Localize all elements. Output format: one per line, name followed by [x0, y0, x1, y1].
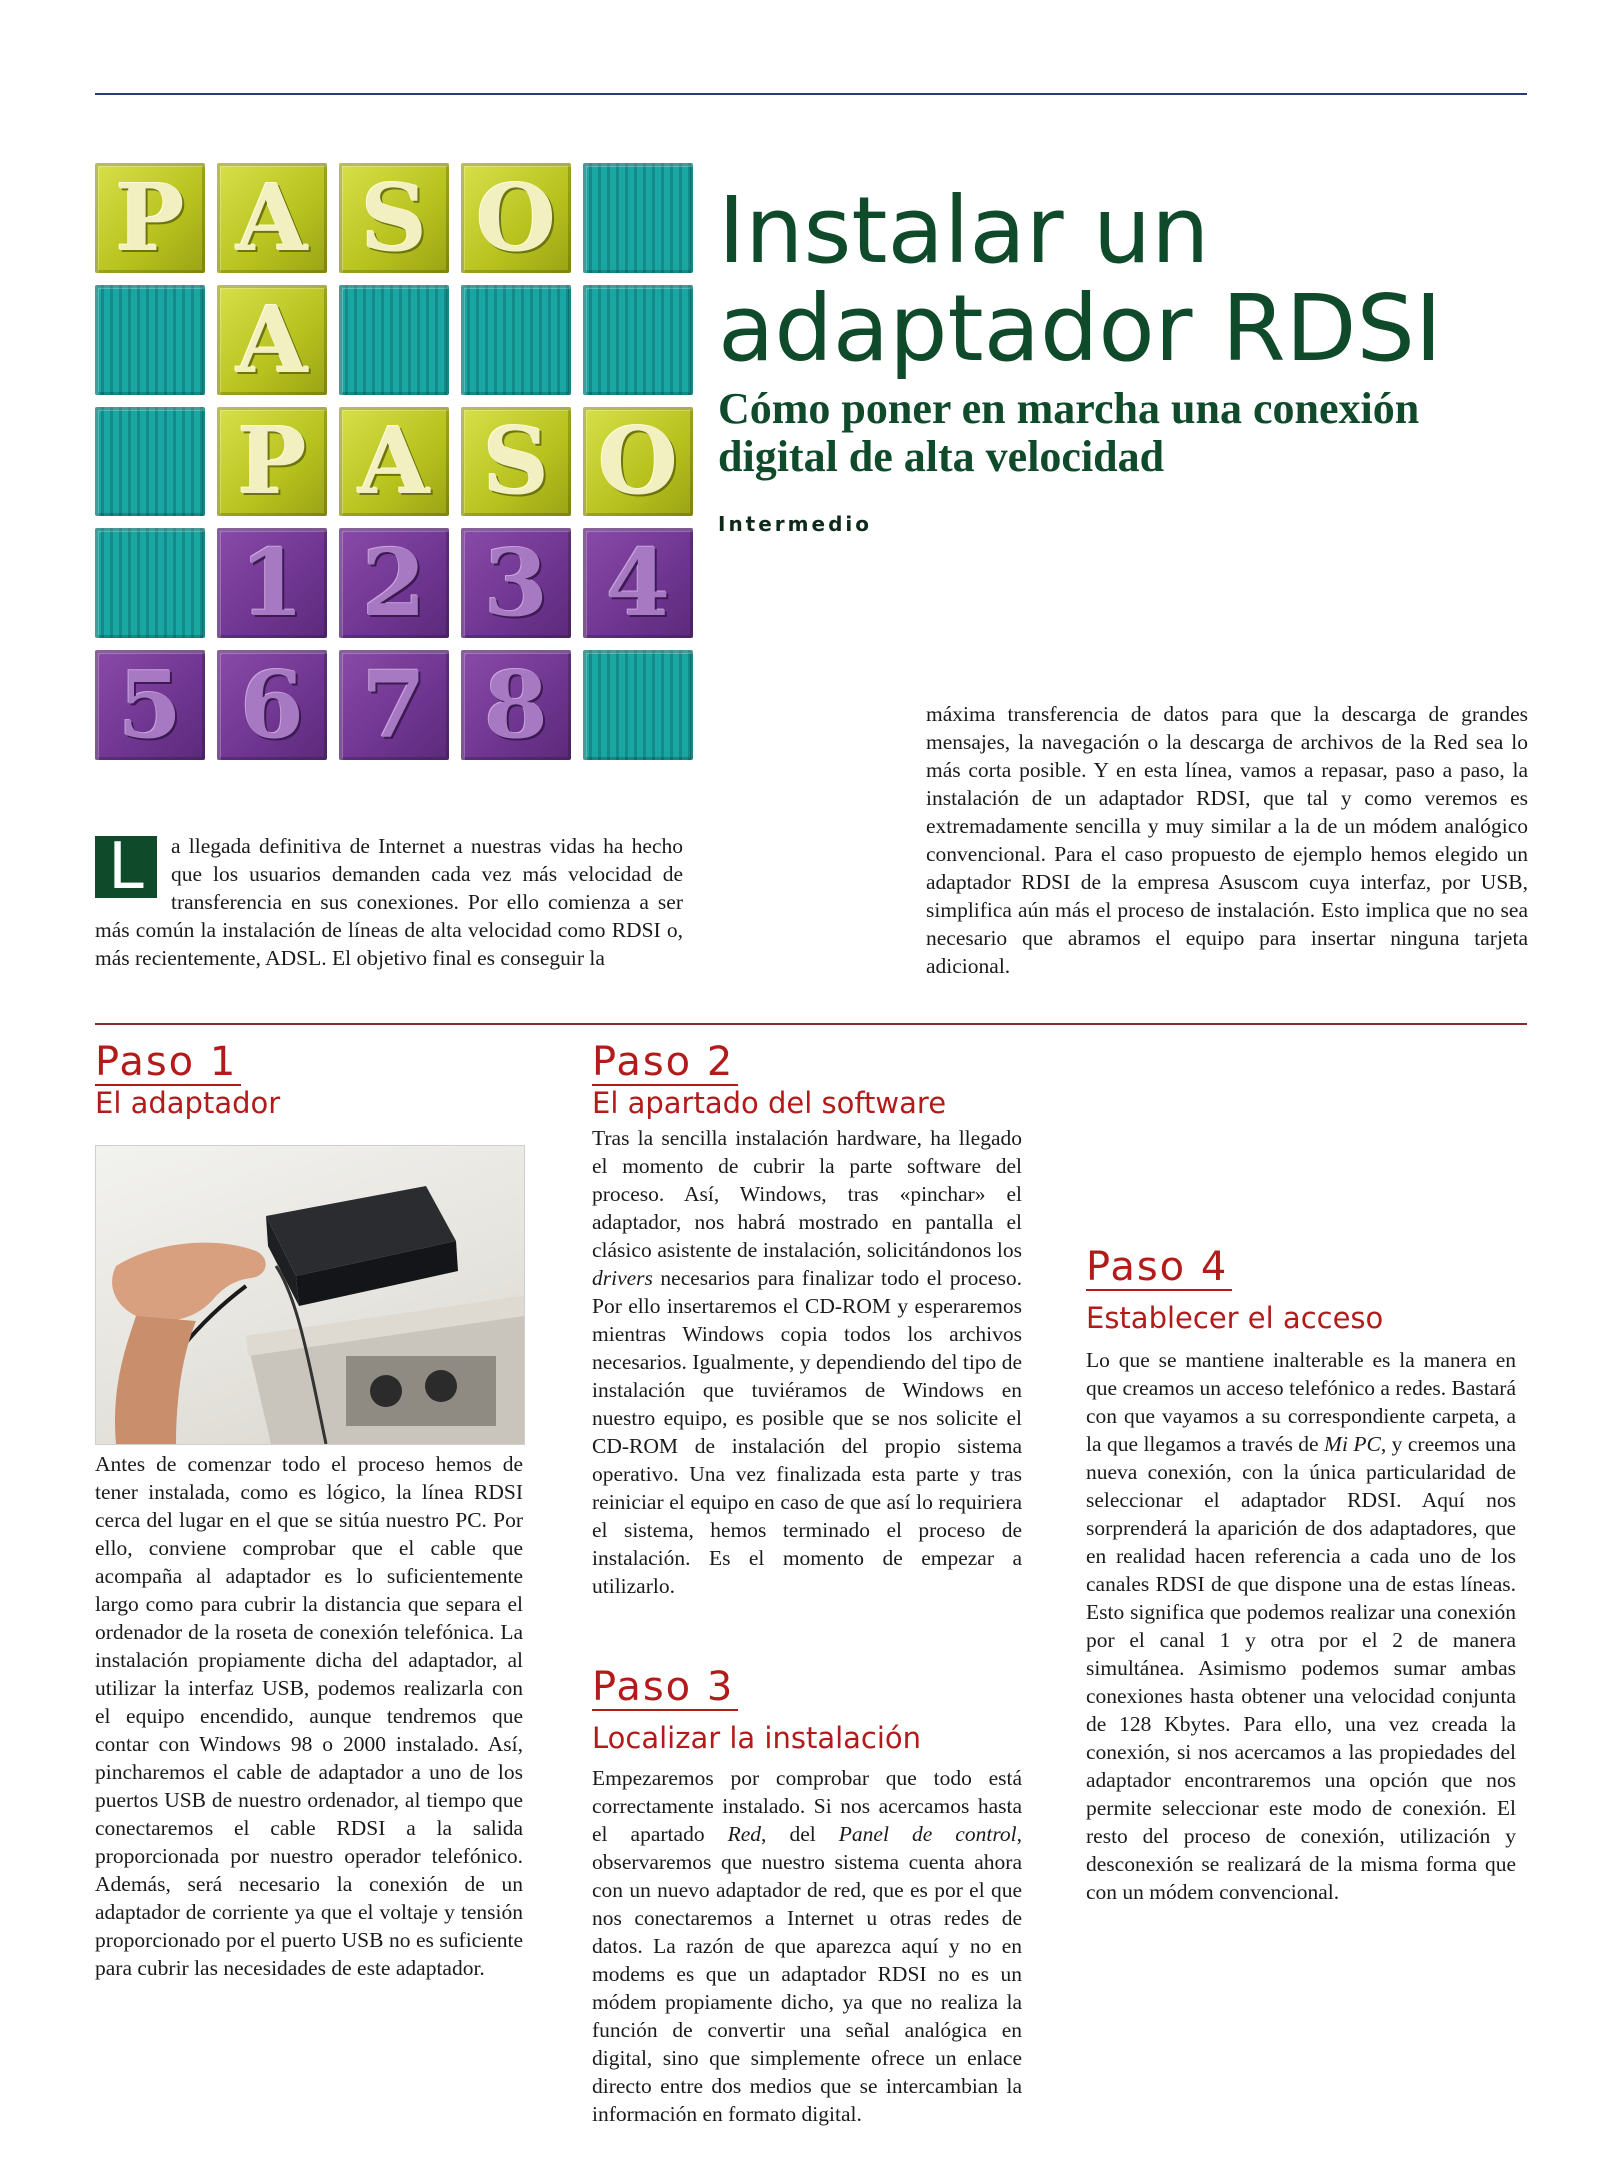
step-4-text: [1086, 1346, 1516, 1906]
step-4-header: [1086, 1245, 1516, 1335]
logo-tile: A: [339, 407, 449, 517]
logo-tile: A: [217, 285, 327, 395]
title-line-2: adaptador RDSI: [718, 275, 1443, 382]
section-rule: [95, 1023, 1527, 1025]
logo-tile: [583, 285, 693, 395]
step-2-number: Paso 2: [592, 1040, 738, 1086]
logo-tile: A: [217, 163, 327, 273]
logo-tile: 3: [461, 528, 571, 638]
step-4-text-a: Lo que se mantiene inalterable es la manera en que creamos un acceso telefónico a redes. Bastará con que vayamos a su correspondiente carpeta, a la que llegamos a través de: [1086, 1348, 1516, 1456]
step-4-number: Paso 4: [1086, 1245, 1232, 1291]
step-3-header: [592, 1665, 1022, 1755]
step-1-title: El adaptador: [95, 1086, 281, 1120]
top-rule: [95, 93, 1527, 95]
difficulty-level: Intermedio: [718, 512, 872, 536]
logo-tile: 8: [461, 650, 571, 760]
adapter-photo-illustration: [96, 1146, 524, 1444]
page-title: [718, 177, 1518, 382]
step-3-text-b: , del: [761, 1822, 839, 1846]
step-2-header: [592, 1040, 1022, 1120]
subtitle-line-2: digital de alta velocidad: [718, 432, 1165, 481]
step-3-title: Localizar la instalación: [592, 1721, 922, 1755]
logo-tile: [583, 650, 693, 760]
logo-tile: [95, 407, 205, 517]
logo-tile: 6: [217, 650, 327, 760]
intro-left-text: a llegada definitiva de Internet a nuestras vidas ha hecho que los usuarios demanden cada vez más velocidad de transferencia en sus conexiones. Por ello comienza a ser más común la instalación de líneas de alta velocidad como RDSI o, más recientemente, ADSL. El objetivo final es conseguir la: [95, 834, 683, 970]
step-3-text-em-panel: Panel de control: [838, 1822, 1017, 1846]
step-4-text-em: Mi PC: [1324, 1432, 1381, 1456]
logo-tile: 1: [217, 528, 327, 638]
step-1-header: [95, 1040, 523, 1120]
step-3-text-em-red: Red: [727, 1822, 762, 1846]
step-4-text-b: , y creemos una nueva conexión, con la única particularidad de seleccionar el adaptador RDSI. Aquí nos sorprenderá la aparición de dos adaptadores, que en realidad hacen referencia a cada uno de los canales RDSI de que dispone una de estas líneas. Esto significa que podemos realizar una conexión por el canal 1 y otra por el 2 de manera simultánea. Asimismo podemos sumar ambas conexiones hasta obtener una velocidad conjunta de 128 Kbytes. Para ello, una vez creada la conexión, si nos acercamos a las propiedades del adaptador encontraremos una opción que nos permite seleccionar este modo de conexión. El resto del proceso de conexión, utilización y desconexión se realizará de la misma forma que con un módem convencional.: [1086, 1432, 1517, 1904]
logo-tile: P: [217, 407, 327, 517]
logo-tile: 5: [95, 650, 205, 760]
logo-tile: [339, 285, 449, 395]
logo-tile: 7: [339, 650, 449, 760]
drop-cap: L: [95, 836, 157, 898]
step-3-number: Paso 3: [592, 1665, 738, 1711]
logo-tile: [583, 163, 693, 273]
intro-right: máxima transferencia de datos para que la descarga de grandes mensajes, la navegación o la descarga de archivos de la Red sea lo más corta posible. Y en esta línea, vamos a repasar, paso a paso, la instalación de un adaptador RDSI, que tal y como veremos es extremadamente sencilla y muy similar a la de un módem analógico convencional. Para el caso propuesto de ejemplo hemos elegido un adaptador RDSI de la empresa Asuscom cuya interfaz, por USB, simplifica aún más el proceso de instalación. Esto implica que no sea necesario que abramos el equipo para insertar ninguna tarjeta adicional.: [926, 702, 1528, 978]
step-2-text-b: necesarios para finalizar todo el proceso. Por ello insertaremos el CD-ROM y esperaremos mientras Windows copia todos los archivos necesarios. Igualmente, y dependiendo del tipo de instalación que tuviéramos de Windows en nuestro equipo, es posible que se nos solicite el CD-ROM de instalación del propio sistema operativo. Una vez finalizada esta parte y tras reiniciar el equipo en caso de que así lo requiriera el sistema, hemos terminado el proceso de instalación. Es el momento de empezar a utilizarlo.: [592, 1266, 1022, 1598]
logo-tile: O: [583, 407, 693, 517]
page-subtitle: [718, 385, 1538, 481]
logo-tile: [95, 285, 205, 395]
logo-tile: P: [95, 163, 205, 273]
step-3-text-a: Empezaremos por comprobar que todo está correctamente instalado. Si nos acercamos hasta el apartado: [592, 1766, 1022, 1846]
logo-tile: O: [461, 163, 571, 273]
step-2-text-a: Tras la sencilla instalación hardware, ha llegado el momento de cubrir la parte software del proceso. Así, Windows, tras «pinchar» el adaptador, nos habrá mostrado en pantalla el clásico asistente de instalación, solicitándonos los: [592, 1126, 1022, 1262]
logo-tile: [461, 285, 571, 395]
logo-tile: S: [339, 163, 449, 273]
logo-tile: 4: [583, 528, 693, 638]
paso-a-paso-logo: [95, 163, 693, 760]
subtitle-line-1: Cómo poner en marcha una conexión: [718, 384, 1420, 433]
logo-tile: 2: [339, 528, 449, 638]
logo-tile: [95, 528, 205, 638]
adapter-photo: [95, 1145, 525, 1445]
step-4-title: Establecer el acceso: [1086, 1301, 1384, 1335]
step-1-text: Antes de comenzar todo el proceso hemos de tener instalada, como es lógico, la línea RDSI cerca del lugar en el que se sitúa nuestro PC. Por ello, conviene comprobar que el cable que acompaña al adaptador es lo suficientemente largo como para cubrir la distancia que separa el ordenador de la roseta de conexión telefónica. La instalación propiamente dicha del adaptador, al utilizar la interfaz USB, podemos realizarla con el equipo encendido, aunque tendremos que contar con Windows 98 o 2000 instalado. Así, pincharemos el cable de adaptador a uno de los puertos USB de nuestro ordenador, al tiempo que conectaremos el cable RDSI a la salida proporcionada por nuestro operador telefónico. Además, será necesario la conexión de un adaptador de corriente ya que el voltaje y tensión proporcionado por el puerto USB no es suficiente para cubrir las necesidades de este adaptador.: [95, 1452, 523, 1980]
step-2-title: El apartado del software: [592, 1086, 947, 1120]
step-2-text-em: drivers: [592, 1266, 653, 1290]
logo-tile: S: [461, 407, 571, 517]
step-2-text: [592, 1124, 1022, 1600]
title-line-1: Instalar un: [718, 177, 1210, 284]
step-3-text-c: , observaremos que nuestro sistema cuenta ahora con un nuevo adaptador de red, que es por el que nos conectaremos a Internet u otras redes de datos. La razón de que aparezca aquí y no en modems es que un adaptador RDSI no es un módem propiamente dicho, ya que no realiza la función de convertir una señal analógica en digital, sino que simplemente ofrece un enlace directo entre dos medios que se intercambian la información en formato digital.: [592, 1822, 1022, 2126]
step-3-text: [592, 1764, 1022, 2128]
intro-left: [95, 832, 683, 972]
step-1-number: Paso 1: [95, 1040, 241, 1086]
